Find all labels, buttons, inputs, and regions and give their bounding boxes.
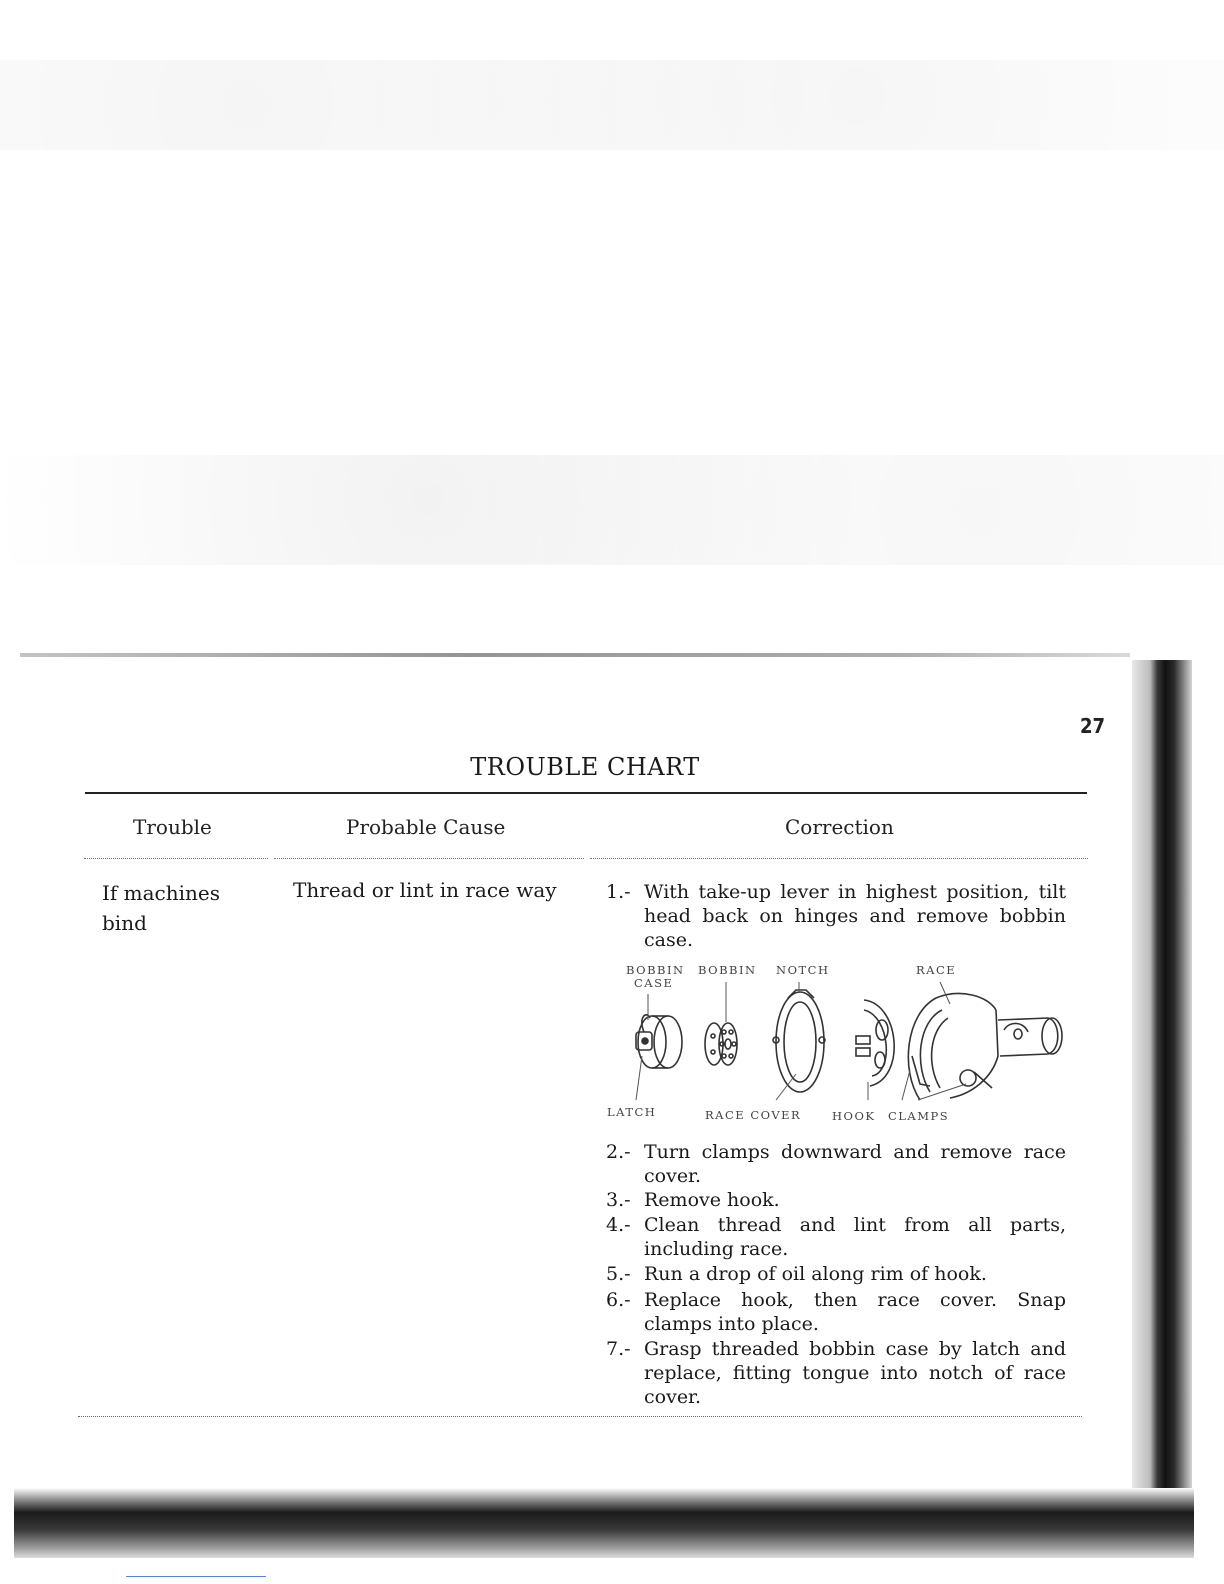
hook-drawing bbox=[856, 1000, 894, 1086]
label-bobbin-case-line-1: BOBBIN bbox=[626, 963, 685, 977]
header-divider-correction bbox=[590, 858, 1088, 859]
step-text: Turn clamps downward and remove race cover. bbox=[644, 1141, 1066, 1187]
page-fold-line bbox=[20, 653, 1130, 657]
correction-step bbox=[606, 880, 1066, 952]
correction-step bbox=[606, 1288, 1066, 1336]
bobbin-case-drawing bbox=[636, 1015, 682, 1068]
step-number: 6.- bbox=[606, 1289, 631, 1311]
label-notch: NOTCH bbox=[776, 963, 830, 977]
scan-noise-middle bbox=[0, 455, 1224, 565]
header-divider-cause bbox=[274, 858, 584, 859]
correction-step bbox=[606, 1262, 1066, 1286]
leader-latch bbox=[636, 1056, 642, 1100]
page-title: TROUBLE CHART bbox=[470, 753, 700, 781]
trouble-cell bbox=[102, 878, 252, 938]
label-race: RACE bbox=[916, 963, 957, 977]
book-bottom-edge bbox=[14, 1488, 1194, 1558]
trouble-line-1: If machines bbox=[102, 881, 221, 905]
race-drawing bbox=[908, 994, 1062, 1100]
leader-race-cover bbox=[776, 1074, 796, 1100]
label-hook: HOOK bbox=[832, 1109, 876, 1123]
step-text: Grasp threaded bobbin case by latch and replace, fitting tongue into notch of race cover. bbox=[644, 1338, 1066, 1408]
leader-clamps-2 bbox=[918, 1084, 966, 1100]
step-text: Run a drop of oil along rim of hook. bbox=[644, 1263, 987, 1285]
step-text: With take-up lever in highest position, tilt head back on hinges and remove bobbin case. bbox=[644, 881, 1066, 951]
leader-clamps-1 bbox=[902, 1070, 910, 1100]
header-divider-trouble bbox=[84, 858, 268, 859]
label-bobbin: BOBBIN bbox=[698, 963, 757, 977]
book-spine-edge bbox=[1132, 660, 1192, 1540]
step-number: 7.- bbox=[606, 1338, 631, 1360]
trouble-line-2: bind bbox=[102, 911, 147, 935]
step-text: Replace hook, then race cover. Snap clamps into place. bbox=[644, 1289, 1066, 1335]
step-number: 3.- bbox=[606, 1189, 631, 1211]
column-header-correction: Correction bbox=[785, 815, 894, 839]
correction-step bbox=[606, 1140, 1066, 1188]
scan-artifact-line bbox=[126, 1576, 266, 1577]
column-header-cause: Probable Cause bbox=[346, 815, 506, 839]
bobbin-drawing bbox=[705, 1023, 737, 1065]
title-rule bbox=[85, 792, 1087, 794]
step-number: 4.- bbox=[606, 1214, 631, 1236]
leader-race bbox=[940, 982, 950, 1004]
step-text: Clean thread and lint from all parts, including race. bbox=[644, 1214, 1066, 1260]
label-clamps: CLAMPS bbox=[888, 1109, 950, 1123]
step-number: 1.- bbox=[606, 881, 631, 903]
race-cover-drawing bbox=[773, 990, 825, 1092]
correction-step bbox=[606, 1188, 1066, 1212]
step-number: 5.- bbox=[606, 1263, 631, 1285]
correction-step bbox=[606, 1213, 1066, 1261]
scan-noise-top bbox=[0, 60, 1224, 150]
correction-step bbox=[606, 1337, 1066, 1409]
column-header-trouble: Trouble bbox=[133, 815, 212, 839]
step-text: Remove hook. bbox=[644, 1189, 780, 1211]
table-bottom-rule bbox=[78, 1416, 1082, 1417]
step-number: 2.- bbox=[606, 1141, 631, 1163]
page-number: 27 bbox=[1080, 714, 1106, 738]
bobbin-assembly-illustration bbox=[600, 960, 1070, 1130]
cause-cell: Thread or lint in race way bbox=[293, 878, 557, 902]
label-latch: LATCH bbox=[607, 1105, 657, 1119]
label-race-cover: RACE COVER bbox=[705, 1108, 802, 1122]
label-bobbin-case-line-2: CASE bbox=[634, 976, 674, 990]
